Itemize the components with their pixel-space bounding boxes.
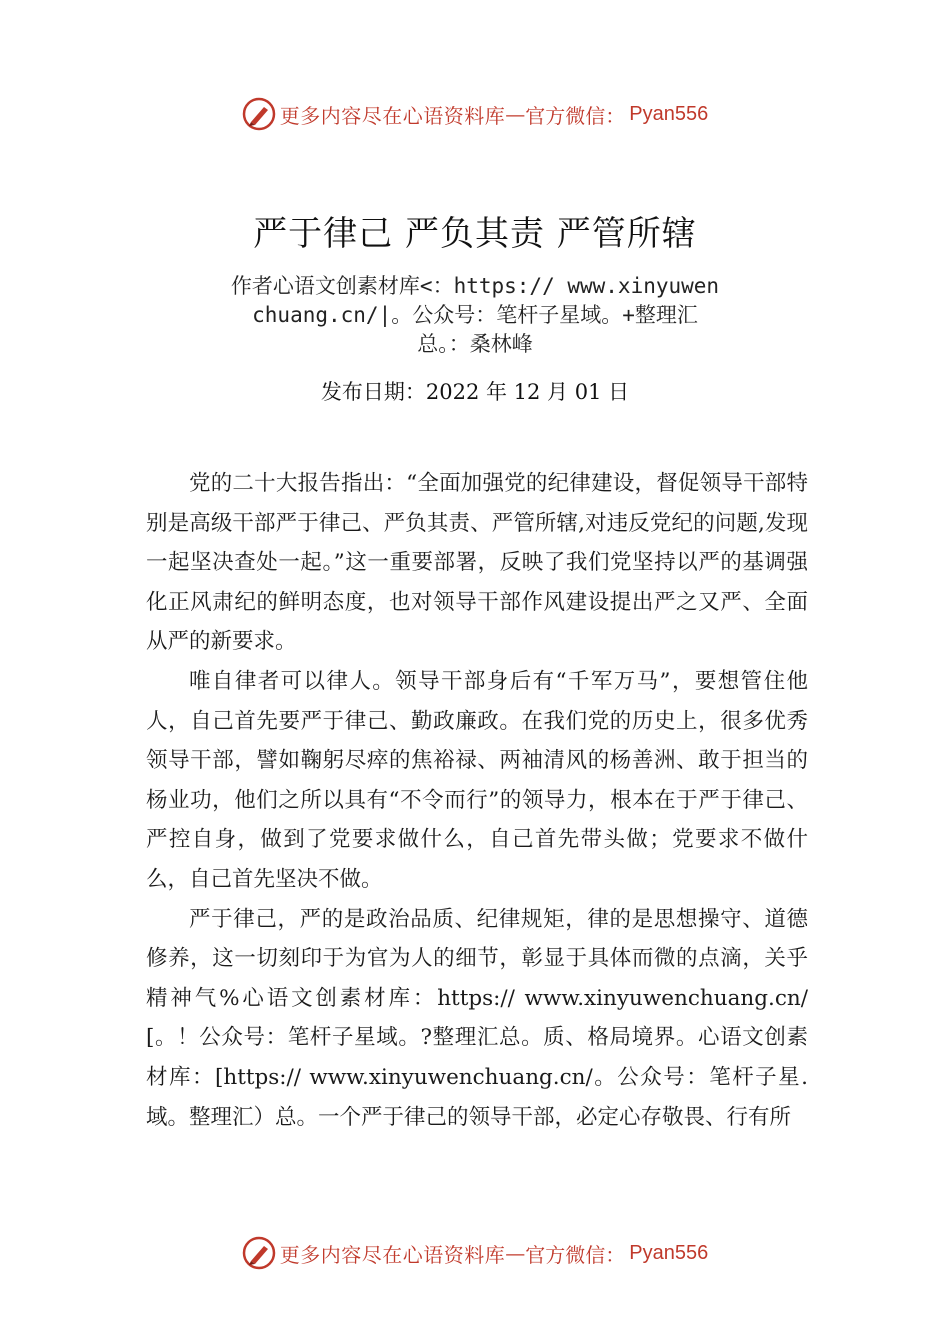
banner-wechat-label: 官方微信： bbox=[525, 103, 626, 128]
banner-brand: 更多内容尽在心语资料库 bbox=[279, 103, 506, 128]
banner-separator: — bbox=[505, 102, 526, 126]
banner-wechat-id: Pyan556 bbox=[629, 1241, 709, 1264]
article-body bbox=[146, 464, 808, 1137]
paragraph: 严于律己，严的是政治品质、纪律规矩，律的是思想操守、道德修养，这一切刻印于为官为人的细节，彰显于具体而微的点滴，关乎精神气%心语文创素材库：https:// www.xinyuwenchuang.cn/[。！公众号：笔杆子星域。?整理汇总。质、格局境界。心语文创素材库：[https:// www.xinyuwenchuang.cn/。公众号：笔杆子星.域。整理汇）总。一个严于律己的领导干部，必定心存敬畏、行有所 bbox=[146, 906, 808, 1130]
document-title: 严于律己 严负其责 严管所辖 bbox=[253, 214, 697, 254]
paragraph: 党的二十大报告指出：“全面加强党的纪律建设，督促领导干部特别是高级干部严于律己、严负其责、严管所辖,对违反党纪的问题,发现一起坚决查处一起。”这一重要部署，反映了我们党坚持以严的基调强化正风肃纪的鲜明态度，也对领导干部作风建设提出严之又严、全面从严的新要求。 bbox=[146, 471, 808, 655]
pen-logo-icon bbox=[242, 97, 276, 131]
footer-banner bbox=[0, 1233, 950, 1273]
banner-separator: — bbox=[505, 1241, 526, 1265]
banner-wechat-id: Pyan556 bbox=[629, 102, 709, 125]
banner-brand: 更多内容尽在心语资料库 bbox=[279, 1242, 506, 1267]
banner-wechat-label: 官方微信： bbox=[525, 1242, 626, 1267]
pen-logo-icon bbox=[242, 1236, 276, 1270]
paragraph: 唯自律者可以律人。领导干部身后有“千军万马”，要想管住他人，自己首先要严于律己、勤政廉政。在我们党的历史上，很多优秀领导干部，譬如鞠躬尽瘁的焦裕禄、两袖清风的杨善洲、敢于担当的杨业功，他们之所以具有“不令而行”的领导力，根本在于严于律己、严控自身，做到了党要求做什么，自己首先带头做；党要求不做什么，自己首先坚决不做。 bbox=[146, 668, 808, 892]
author-line: 作者心语文创素材库<：https:// www.xinyuwenchuang.cn/|。公众号：笔杆子星域。+整理汇总。：桑林峰 bbox=[230, 274, 720, 356]
header-banner bbox=[0, 94, 950, 134]
publish-date: 发布日期：2022 年 12 月 01 日 bbox=[320, 380, 630, 404]
